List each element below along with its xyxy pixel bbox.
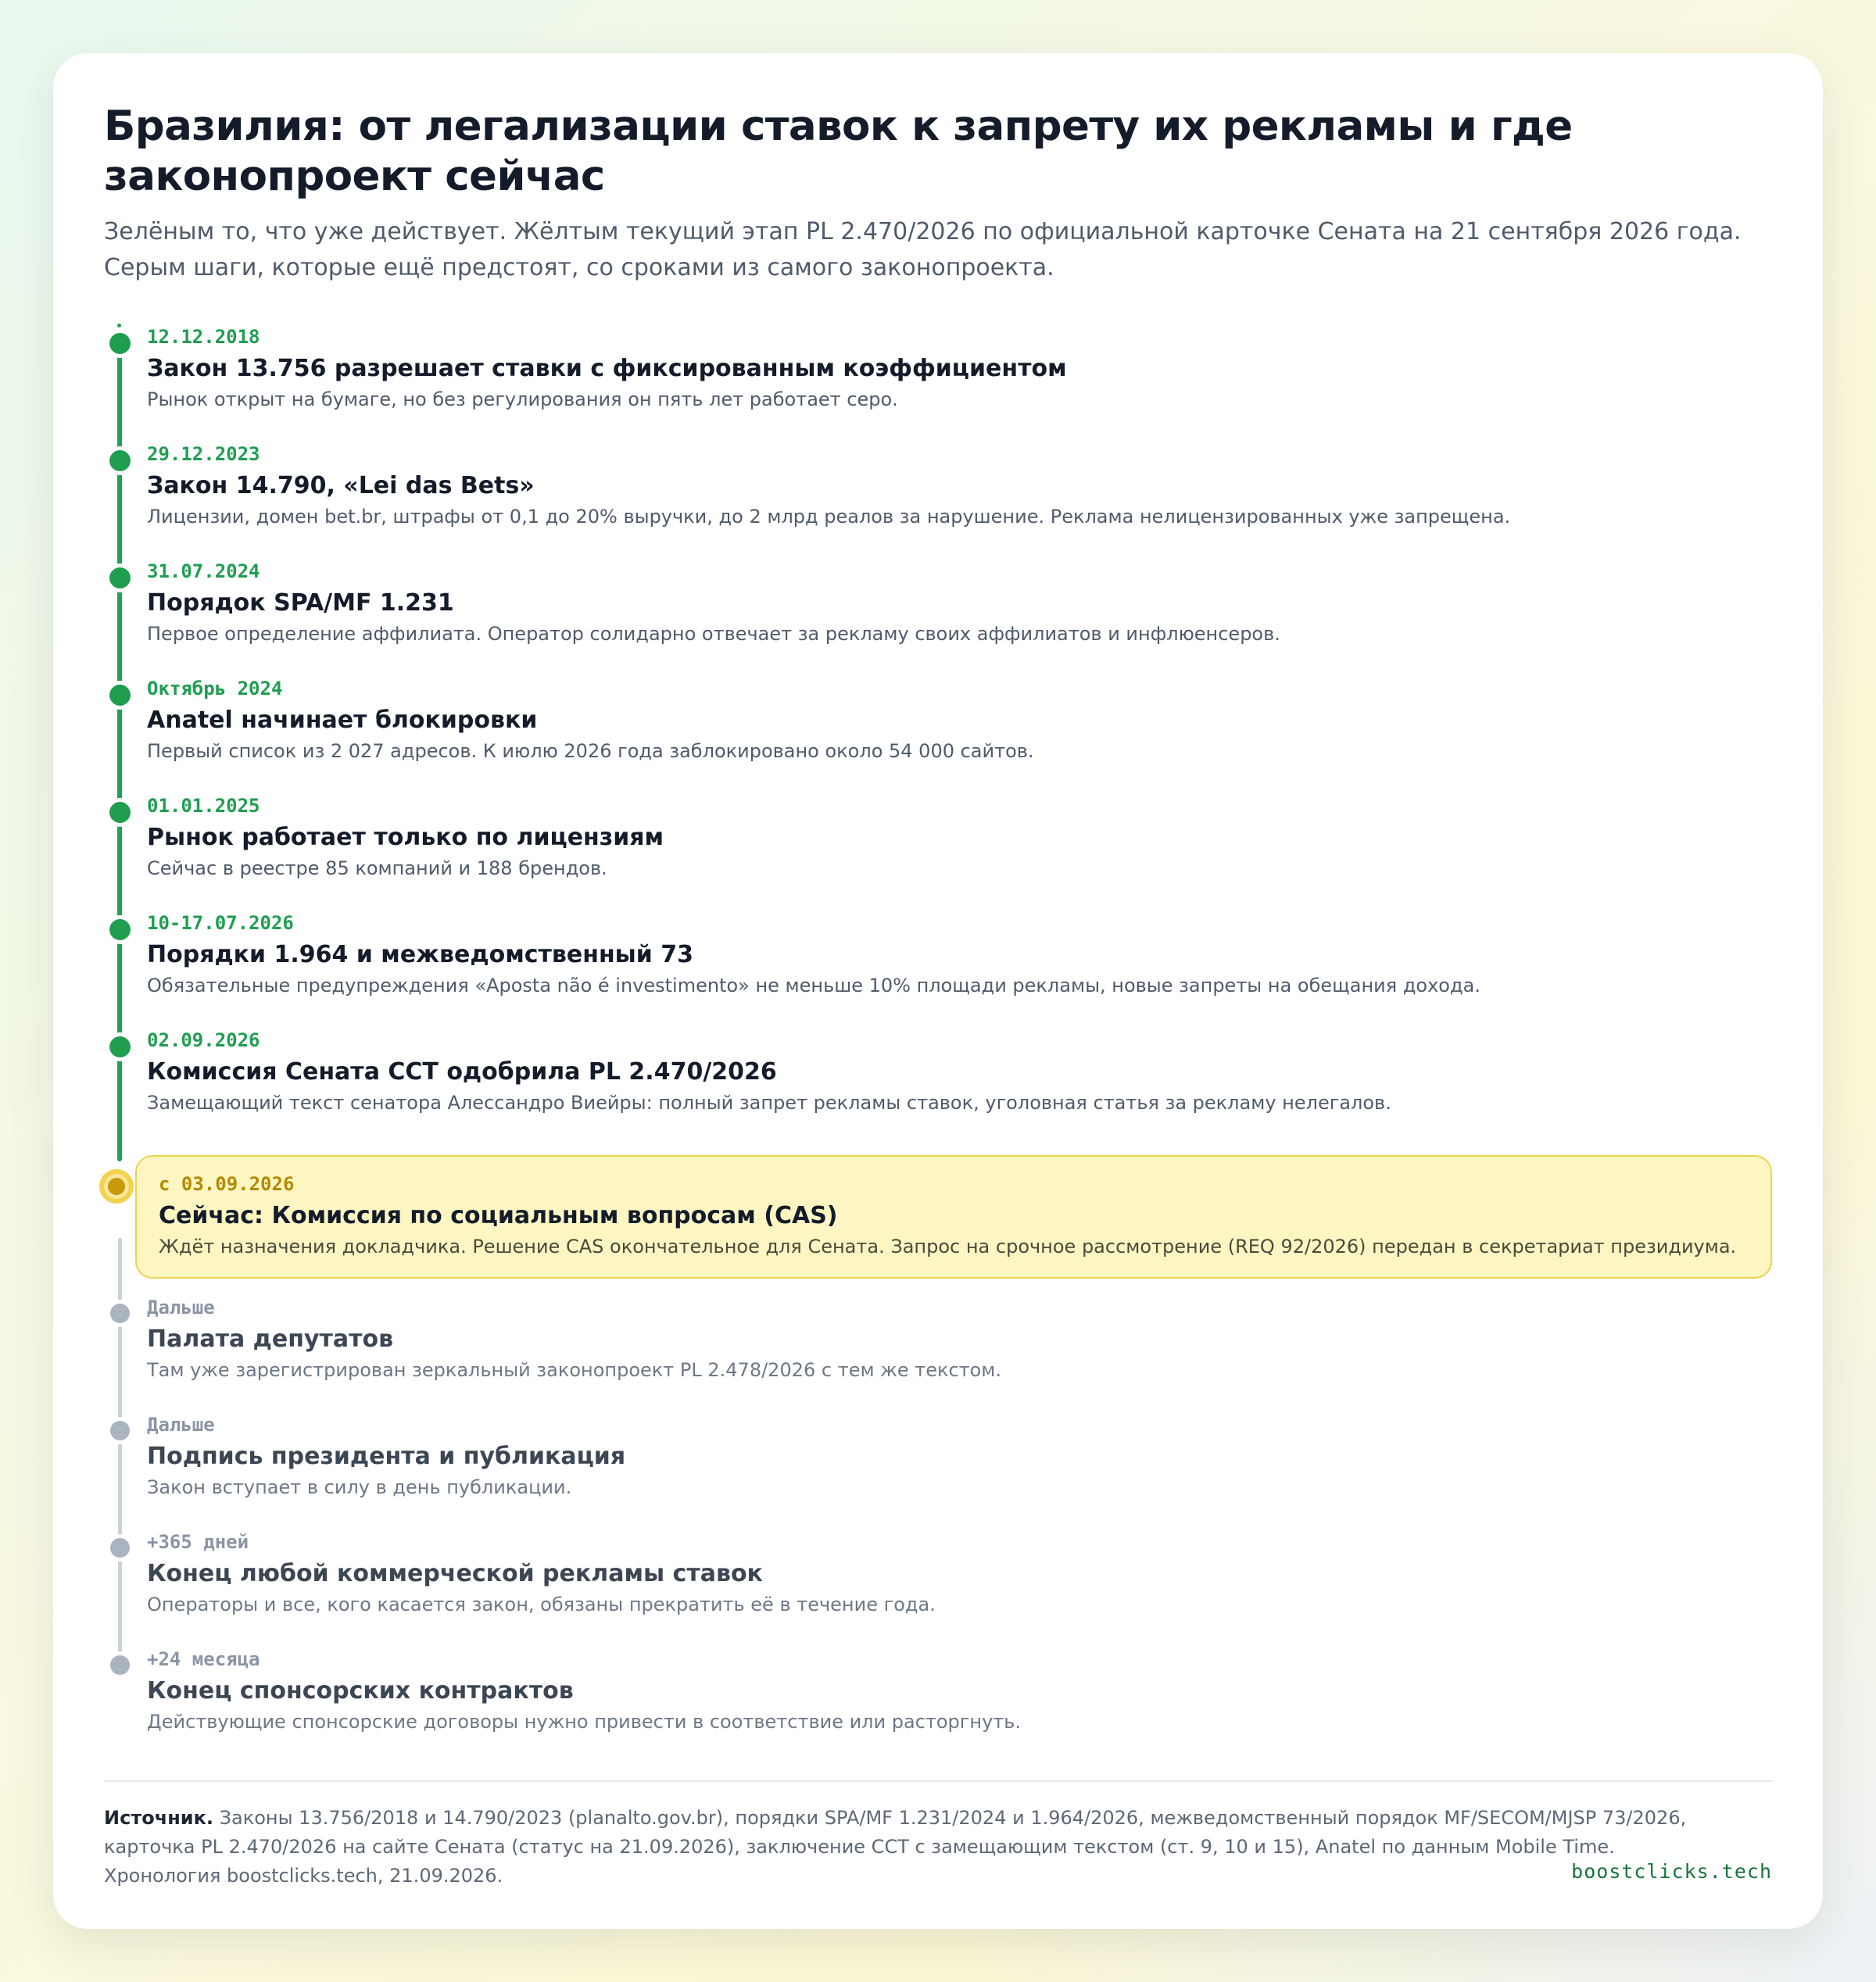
event-date: 10-17.07.2026 [147, 912, 294, 934]
event-title: Порядки 1.964 и межведомственный 73 [147, 941, 694, 968]
source-footer [104, 1780, 1772, 1891]
timeline-event-done [104, 441, 1772, 558]
event-date: Дальше [147, 1297, 215, 1318]
done-dot-icon [109, 450, 131, 471]
event-title: Конец любой коммерческой рекламы ставок [147, 1560, 763, 1587]
event-title: Подпись президента и публикация [147, 1443, 626, 1470]
done-dot-icon [109, 1036, 131, 1057]
event-description: Обязательные предупреждения «Aposta não é investimento» не меньше 10% площади рекламы, новые запреты на обещания дохода. [147, 975, 1480, 996]
done-dot-icon [109, 333, 131, 354]
event-title: Anatel начинает блокировки [147, 707, 538, 734]
event-date: +365 дней [147, 1531, 249, 1553]
timeline-event-future [104, 1294, 1772, 1411]
event-date: 12.12.2018 [147, 326, 260, 348]
timeline-event-future [104, 1411, 1772, 1529]
event-date: 01.01.2025 [147, 795, 260, 817]
event-description: Рынок открыт на бумаге, но без регулирования он пять лет работает серо. [147, 388, 898, 410]
page-title: Бразилия: от легализации ставок к запрету их рекламы и где законопроект сейчас [104, 102, 1573, 200]
event-description: Там уже зарегистрирован зеркальный законопроект PL 2.478/2026 с тем же текстом. [147, 1359, 1002, 1381]
event-title: Рынок работает только по лицензиям [147, 824, 664, 851]
done-dot-icon [109, 685, 131, 706]
timeline-event-done [104, 910, 1772, 1027]
done-dot-icon [109, 919, 131, 940]
event-title: Закон 14.790, «Lei das Bets» [147, 472, 535, 499]
future-dot-icon [110, 1304, 130, 1323]
timeline-card [53, 53, 1823, 1929]
event-date: +24 месяца [147, 1648, 260, 1670]
event-title: Комиссия Сената CCT одобрила PL 2.470/2026 [147, 1058, 777, 1086]
timeline-event-done [104, 1027, 1772, 1144]
timeline [104, 324, 1772, 1763]
future-dot-icon [110, 1538, 130, 1558]
timeline-event-done [104, 675, 1772, 792]
current-highlight-box [135, 1155, 1772, 1279]
event-description: Первое определение аффилиата. Оператор солидарно отвечает за рекламу своих аффилиатов и инфлюенсеров. [147, 623, 1280, 645]
event-date: 29.12.2023 [147, 443, 260, 465]
event-date: с 03.09.2026 [159, 1173, 295, 1195]
event-title: Палата депутатов [147, 1326, 394, 1353]
event-description: Закон вступает в силу в день публикации. [147, 1476, 572, 1498]
event-description: Действующие спонсорские договоры нужно привести в соответствие или расторгнуть. [147, 1711, 1022, 1733]
event-title: Сейчас: Комиссия по социальным вопросам (CAS) [159, 1202, 838, 1229]
timeline-event-done [104, 558, 1772, 675]
timeline-event-future [104, 1646, 1772, 1763]
brand-mark: boostclicks.tech [1571, 1860, 1772, 1883]
event-title: Конец спонсорских контрактов [147, 1677, 574, 1705]
source-label: Источник. [104, 1807, 213, 1829]
event-description: Операторы и все, кого касается закон, обязаны прекратить её в течение года. [147, 1594, 936, 1615]
event-date: Дальше [147, 1414, 215, 1436]
current-ring-icon [99, 1169, 134, 1204]
done-dot-icon [109, 567, 131, 589]
event-title: Порядок SPA/MF 1.231 [147, 589, 454, 617]
event-description: Первый список из 2 027 адресов. К июлю 2026 года заблокировано около 54 000 сайтов. [147, 740, 1034, 762]
event-date: 02.09.2026 [147, 1029, 260, 1051]
event-description: Ждёт назначения докладчика. Решение CAS окончательное для Сената. Запрос на срочное рассмотрение (REQ 92/2026) передан в секретариат президиума. [159, 1236, 1737, 1258]
timeline-event-done [104, 792, 1772, 910]
event-date: Октябрь 2024 [147, 678, 283, 699]
done-dot-icon [109, 802, 131, 823]
future-dot-icon [110, 1655, 130, 1675]
event-description: Лицензии, домен bet.br, штрафы от 0,1 до 20% выручки, до 2 млрд реалов за нарушение. Реклама нелицензированных уже запрещена. [147, 506, 1511, 528]
timeline-event-current [104, 1155, 1772, 1288]
event-description: Сейчас в реестре 85 компаний и 188 брендов. [147, 857, 607, 879]
source-text: Законы 13.756/2018 и 14.790/2023 (planalto.gov.br), порядки SPA/MF 1.231/2024 и 1.964/2026, межведомственный порядок MF/SECOM/MJSP 73/2026, карточка PL 2.470/2026 на сайте Сената (статус на 21.09.2026), заключение CCT с замещающим текстом (ст. 9, 10 и 15), Anatel по данным Mobile Time. Хронология boostclicks.tech, 21.09.2026. [104, 1807, 1687, 1887]
page-subtitle: Зелёным то, что уже действует. Жёлтым текущий этап PL 2.470/2026 по официальной карточке Сената на 21 сентября 2026 года. Серым шаги, которые ещё предстоят, со сроками из самого законопроекта. [104, 218, 1742, 281]
timeline-event-future [104, 1529, 1772, 1646]
future-dot-icon [110, 1421, 130, 1440]
event-title: Закон 13.756 разрешает ставки с фиксированным коэффициентом [147, 355, 1067, 382]
event-description: Замещающий текст сенатора Алессандро Виейры: полный запрет рекламы ставок, уголовная статья за рекламу нелегалов. [147, 1092, 1391, 1114]
event-date: 31.07.2024 [147, 560, 260, 582]
timeline-event-done [104, 324, 1772, 441]
source-note [104, 1804, 1714, 1891]
